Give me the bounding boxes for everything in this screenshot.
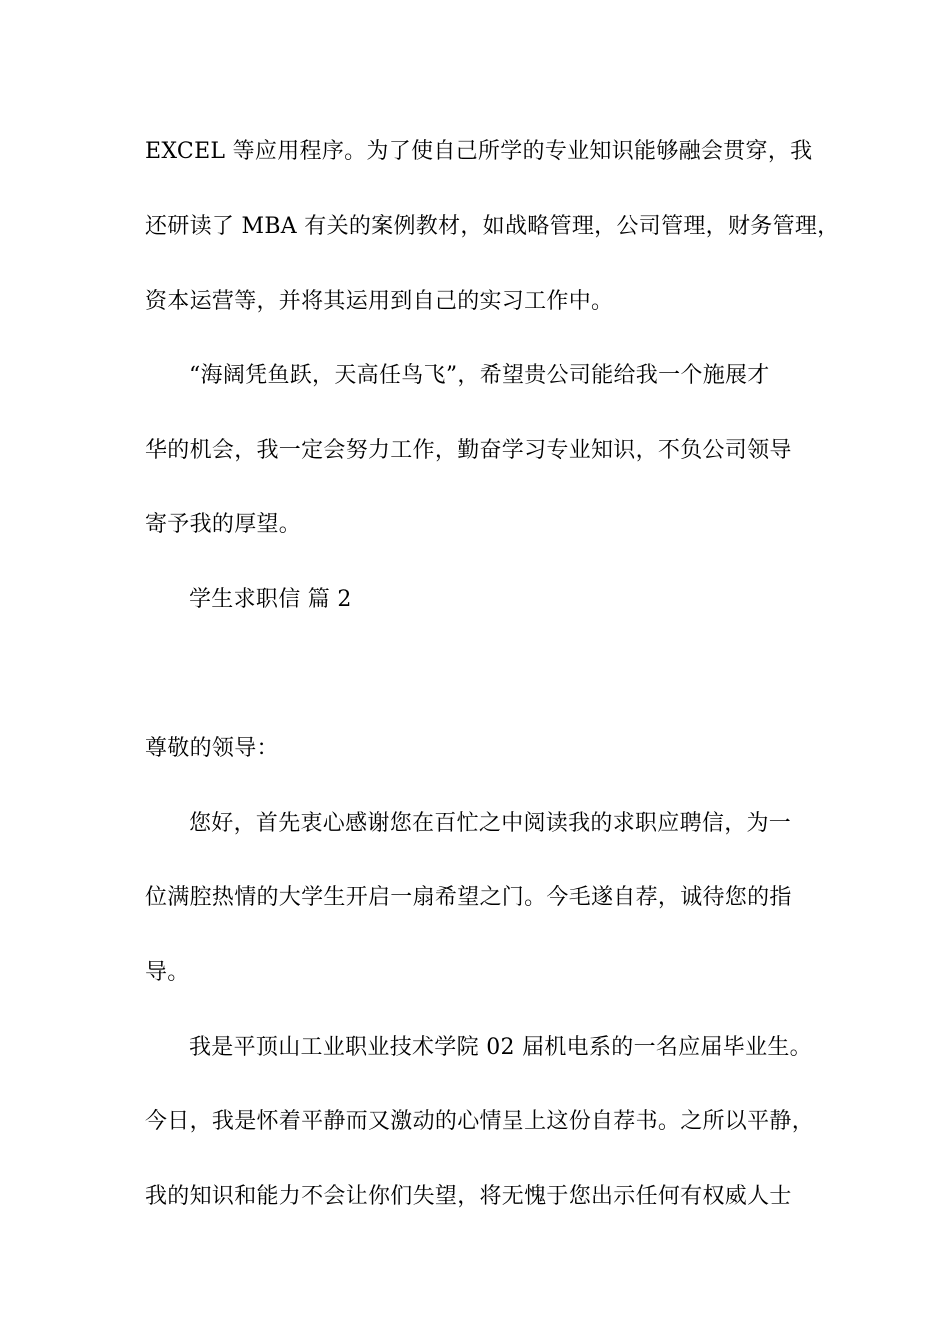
text-line: 位满腔热情的大学生开启一扇希望之门。今毛遂自荐，诚待您的指 bbox=[145, 885, 792, 910]
section-heading: 学生求职信 篇 2 bbox=[189, 587, 352, 612]
text-line: 导。 bbox=[145, 960, 190, 985]
text-line: 我是平顶山工业职业技术学院 02 届机电系的一名应届毕业生。 bbox=[189, 1035, 812, 1060]
text-line: EXCEL 等应用程序。为了使自己所学的专业知识能够融会贯穿，我 bbox=[145, 139, 813, 164]
text-line: 还研读了 MBA 有关的案例教材，如战略管理，公司管理，财务管理， bbox=[145, 214, 840, 239]
text-line: 资本运营等，并将其运用到自己的实习工作中。 bbox=[145, 289, 614, 314]
text-line: 您好，首先衷心感谢您在百忙之中阅读我的求职应聘信，为一 bbox=[189, 811, 792, 836]
text-line: 寄予我的厚望。 bbox=[145, 512, 302, 537]
text-line: 我的知识和能力不会让你们失望，将无愧于您出示任何有权威人士 bbox=[145, 1184, 792, 1209]
text-line: “海阔凭鱼跃，天高任鸟飞”，希望贵公司能给我一个施展才 bbox=[189, 363, 770, 388]
salutation: 尊敬的领导： bbox=[145, 736, 279, 761]
text-line: 华的机会，我一定会努力工作，勤奋学习专业知识，不负公司领导 bbox=[145, 438, 792, 463]
text-line: 今日，我是怀着平静而又激动的心情呈上这份自荐书。之所以平静， bbox=[145, 1109, 815, 1134]
